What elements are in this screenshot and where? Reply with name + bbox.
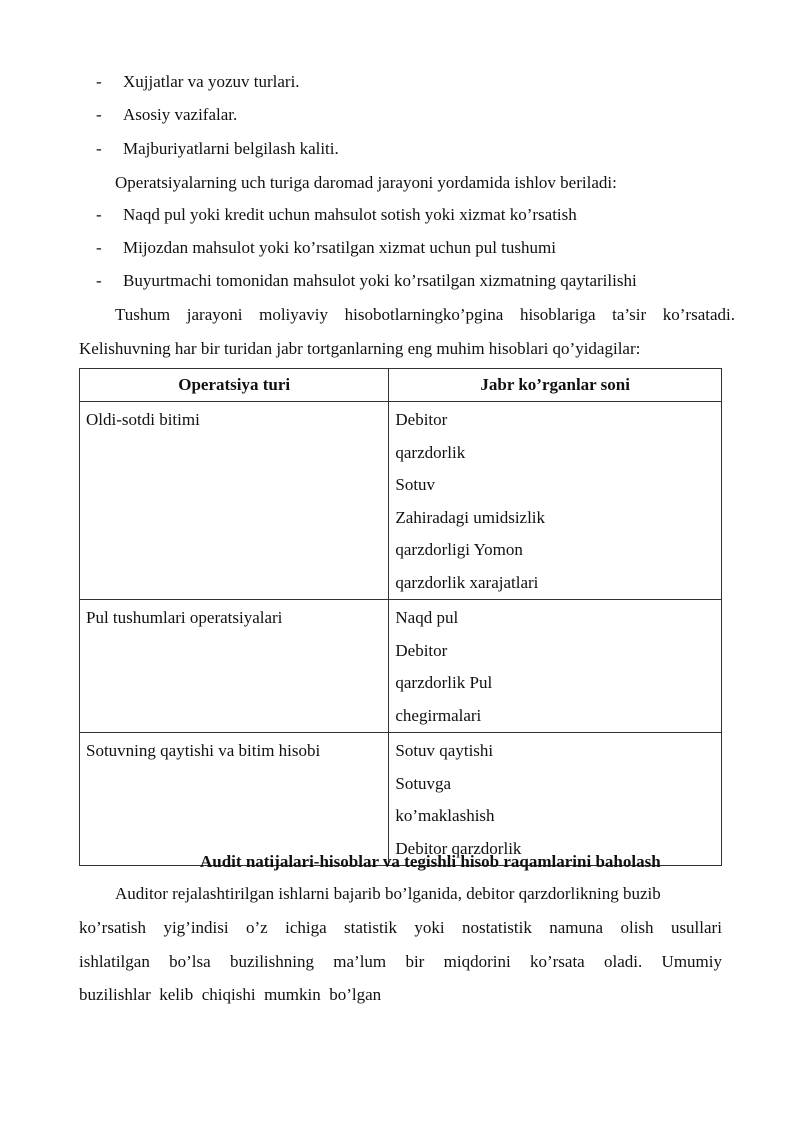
account-line: Zahiradagi umidsizlik [395,507,546,527]
account-line: qarzdorlik Pul [395,673,493,692]
bullet-item: Asosiy vazifalar. [123,105,238,124]
bullet-item: Buyurtmachi tomonidan mahsulot yoki ko’rsatilgan xizmatning qaytarilishi [123,271,637,290]
word: o’z [246,918,268,937]
account-line: qarzdorligi Yomon [395,540,523,559]
accounts-cell [389,600,722,733]
operation-cell [80,600,389,733]
paragraph-2-line-2 [79,918,722,938]
header-affected-accounts: Jabr ko’rganlar soni [389,369,722,402]
word: usullari [670,918,722,937]
word: ko’rsatish [79,918,147,937]
word: ma’lum [333,952,387,971]
operation-cell [80,733,389,866]
operation-cell [80,402,389,600]
paragraph-2-line-4: buzilishlar kelib chiqishi mumkin bo’lgan [79,985,382,1004]
paragraph-1-line-2: Kelishuvning har bir turidan jabr tortganlarning eng muhim hisoblari qo’yidagilar: [79,339,641,358]
intro-line: Operatsiyalarning uch turiga daromad jarayoni yordamida ishlov beriladi: [115,173,617,192]
word: nostatistik [461,918,532,937]
word: namuna [549,918,604,937]
bullet-dash: - [96,238,102,257]
bullet-dash: - [96,139,102,158]
word: ichiga [285,918,327,937]
accounts-cell [389,733,722,866]
word: yig’indisi [163,918,229,937]
word: olish [620,918,654,937]
bullet-item: Naqd pul yoki kredit uchun mahsulot sotish yoki xizmat ko’rsatish [123,205,577,224]
bullet-dash: - [96,205,102,224]
word: moliyaviy [259,305,329,324]
accounts-cell [389,402,722,600]
account-line: qarzdorlik xarajatlari [395,572,539,592]
account-line: Debitor [395,410,448,429]
operations-table [79,368,722,866]
table-header-row [80,369,722,402]
word: yoki [414,918,445,937]
bullet-dash: - [96,72,102,91]
account-line: Sotuv qaytishi [395,741,494,760]
bullet-item: Mijozdan mahsulot yoki ko’rsatilgan xizmat uchun pul tushumi [123,238,556,257]
table-row [80,733,722,866]
word: oladi. [604,952,643,971]
account-line: ko’maklashish [395,806,495,825]
word: statistik [344,918,397,937]
bullet-item: Majburiyatlarni belgilash kaliti. [123,139,339,158]
account-line: qarzdorlik [395,442,466,462]
account-line: chegirmalari [395,705,482,725]
word: buzilishning [229,952,314,971]
account-line: Debitor [395,640,448,660]
operation-name: Sotuvning qaytishi va bitim hisobi [86,741,321,760]
account-line: Sotuvga [395,773,452,793]
word: ko’rsata [529,952,585,971]
operation-name: Pul tushumlari operatsiyalari [86,608,283,627]
word: jarayoni [186,305,243,324]
header-operation-type: Operatsiya turi [80,369,389,402]
word: Umumiy [661,952,722,971]
account-line: Sotuv [395,475,436,494]
paragraph-2-line-3 [79,952,722,972]
word: hisoblariga [519,305,596,324]
word: bo’lsa [169,952,211,971]
bullet-dash: - [96,271,102,290]
word: hisobotlarningko’pgina [344,305,504,324]
paragraph-1-line-1 [115,305,735,325]
word: Tushum [115,305,171,324]
word: ko’rsatadi. [662,305,735,324]
table-row [80,402,722,600]
paragraph-2-line-1: Auditor rejalashtirilgan ishlarni bajarib bo’lganida, debitor qarzdorlikning buzib [115,884,661,903]
section-heading: Audit natijalari-hisoblar va tegishli hisob raqamlarini baholash [200,852,661,871]
word: ta’sir [612,305,647,324]
table-row [80,600,722,733]
word: miqdorini [443,952,511,971]
bullet-item: Xujjatlar va yozuv turlari. [123,72,300,91]
account-line: Naqd pul [395,608,459,627]
account-line: Debitor qarzdorlik [395,838,522,858]
operation-name: Oldi-sotdi bitimi [86,410,200,429]
word: ishlatilgan [79,952,150,971]
bullet-dash: - [96,105,102,124]
word: bir [405,952,425,971]
